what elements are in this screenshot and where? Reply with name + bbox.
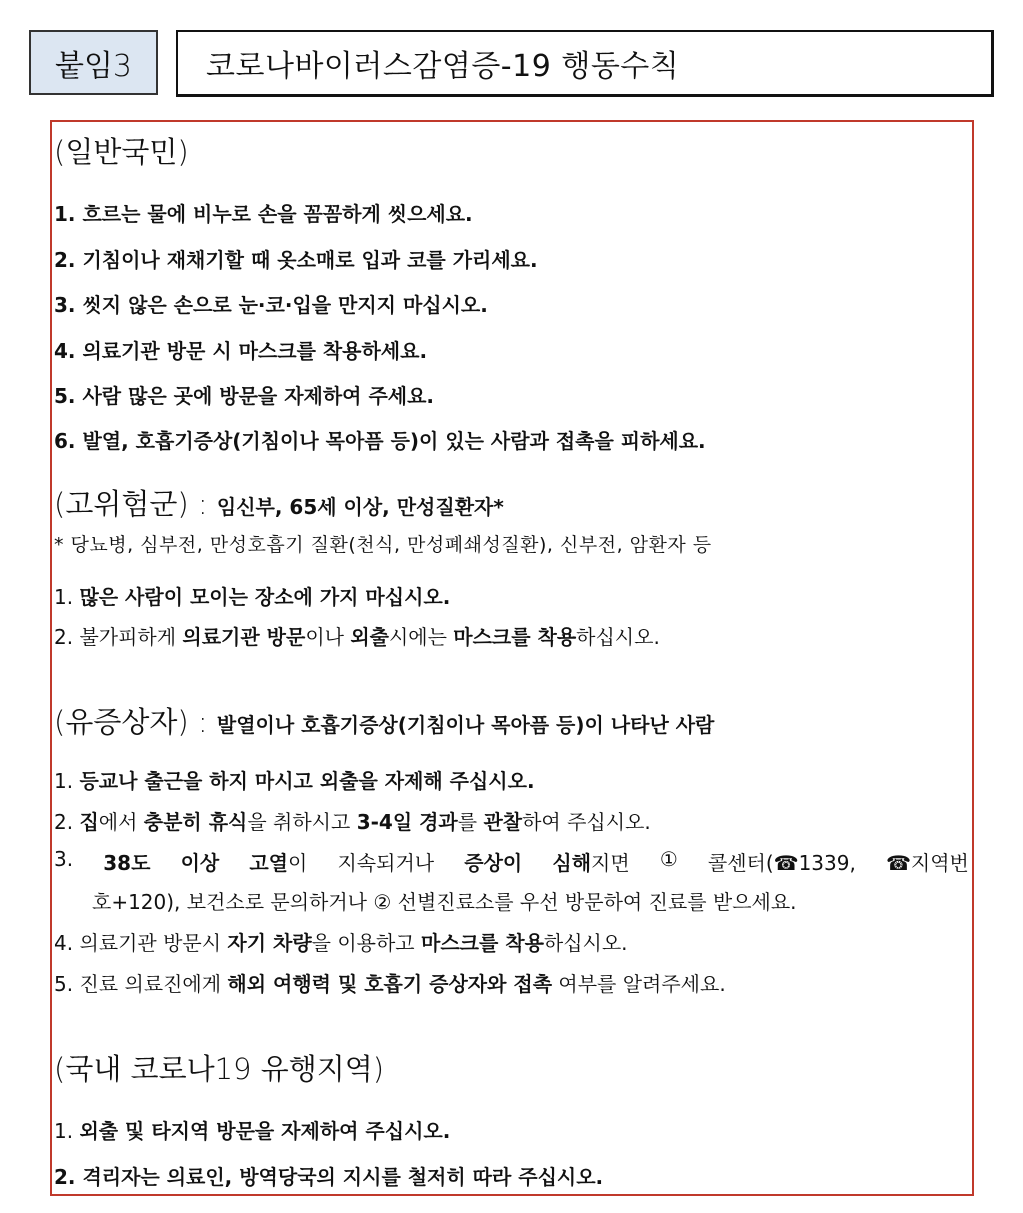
text-run (249, 847, 307, 876)
text-run: 불가피하게 (79, 625, 183, 649)
symptomatic-item-3-num: 3. (54, 847, 74, 871)
text-run (552, 847, 629, 876)
text-bold: 충분히 휴식 (143, 810, 248, 834)
symptomatic-subtitle: 발열이나 호흡기증상(기침이나 목아픔 등)이 나타난 사람 (216, 713, 715, 737)
text-run: 하여 주십시오. (522, 810, 651, 834)
symptomatic-item-1-text: 등교나 출근을 하지 마시고 외출을 자제해 주십시오. (79, 769, 535, 793)
highrisk-note: * 당뇨병, 심부전, 만성호흡기 질환(천식, 만성폐쇄성질환), 신부전, 암환자 등 (54, 534, 712, 556)
text-run: 하십시오. (576, 625, 660, 649)
text-run: 진료 의료진에게 (79, 972, 228, 996)
highrisk-heading: (고위험군) (54, 487, 189, 521)
highrisk-item-1-text: 많은 사람이 모이는 장소에 가지 마십시오. (79, 585, 451, 609)
symptomatic-item-4-num: 4. (54, 931, 80, 955)
highrisk-heading-line (54, 482, 504, 523)
symptomatic-item-4 (54, 927, 628, 956)
symptomatic-item-2 (54, 806, 651, 835)
general-item-5: 5. 사람 많은 곳에 방문을 자제하여 주세요. (54, 384, 435, 408)
symptomatic-colon: : (188, 705, 217, 739)
highrisk-item-2-num: 2. (54, 625, 80, 649)
page-title: 코로나바이러스감염증-19 행동수칙 (176, 30, 994, 97)
text-bold: 3-4일 경과 (356, 810, 458, 834)
text-bold: 이상 (180, 851, 220, 875)
text-run: 지속되거나 (337, 851, 435, 875)
symptomatic-item-3-line-1 (54, 847, 969, 876)
text-run: 시에는 (388, 625, 454, 649)
text-run: 하십시오. (543, 931, 628, 955)
text-run: ☎지역번 (886, 851, 969, 875)
text-run: 콜센터(☎1339, (707, 851, 856, 875)
text-bold: 심해 (552, 851, 592, 875)
epidemic-item-1-num: 1. (54, 1119, 80, 1143)
text-run: 를 (457, 810, 484, 834)
text-bold: 증상이 (464, 851, 523, 875)
text-run: 지면 (591, 851, 630, 875)
text-bold: 외출 (350, 625, 389, 649)
text-bold: 해외 여행력 및 호흡기 증상자와 접촉 (227, 972, 553, 996)
text-run: 이나 (305, 625, 351, 649)
text-run: 에서 (98, 810, 144, 834)
text-bold: 관찰 (483, 810, 523, 834)
general-item-1: 1. 흐르는 물에 비누로 손을 꼼꼼하게 씻으세요. (54, 202, 473, 226)
text-run: 의료기관 방문시 (79, 931, 228, 955)
text-bold: 마스크를 착용 (453, 625, 577, 649)
text-bold: 자기 차량 (227, 931, 312, 955)
content-box (50, 120, 974, 1196)
text-run: 을 이용하고 (311, 931, 421, 955)
highrisk-item-1 (54, 581, 450, 610)
epidemic-heading: (국내 코로나19 유행지역) (54, 1052, 385, 1086)
general-item-4: 4. 의료기관 방문 시 마스크를 착용하세요. (54, 339, 428, 363)
highrisk-item-2 (54, 621, 660, 650)
text-bold: 38도 (103, 851, 151, 875)
symptomatic-item-3-line-2: 호+120), 보건소로 문의하거나 ② 선별진료소를 우선 방문하여 진료를 받으세요. (92, 890, 797, 914)
symptomatic-item-1 (54, 765, 535, 794)
general-item-6: 6. 발열, 호흡기증상(기침이나 목아픔 등)이 있는 사람과 접촉을 피하세요. (54, 429, 706, 453)
text-bold: 마스크를 착용 (421, 931, 544, 955)
symptomatic-item-5 (54, 968, 726, 997)
general-item-3: 3. 씻지 않은 손으로 눈·코·입을 만지지 마십시오. (54, 293, 488, 317)
highrisk-item-1-num: 1. (54, 585, 80, 609)
symptomatic-heading-line (54, 700, 714, 741)
general-item-2: 2. 기침이나 재채기할 때 옷소매로 입과 코를 가리세요. (54, 248, 538, 272)
highrisk-subtitle: 임신부, 65세 이상, 만성질환자* (216, 495, 504, 519)
symptomatic-item-5-num: 5. (54, 972, 80, 996)
text-bold: 집 (79, 810, 99, 834)
epidemic-item-1-text: 외출 및 타지역 방문을 자제하여 주십시오. (79, 1119, 451, 1143)
epidemic-item-1 (54, 1115, 450, 1144)
epidemic-item-2: 2. 격리자는 의료인, 방역당국의 지시를 철저히 따라 주십시오. (54, 1165, 604, 1189)
symptomatic-heading: (유증상자) (54, 705, 189, 739)
highrisk-colon: : (188, 487, 217, 521)
general-heading: (일반국민) (54, 135, 189, 169)
symptomatic-item-1-num: 1. (54, 769, 80, 793)
text-run: 여부를 알려주세요. (552, 972, 726, 996)
text-run: 이 (288, 851, 308, 875)
text-bold: 의료기관 방문 (182, 625, 306, 649)
attachment-tag: 붙임3 (29, 30, 158, 95)
text-run: ① (659, 847, 678, 871)
text-bold: 고열 (249, 851, 288, 875)
text-run: 을 취하시고 (247, 810, 357, 834)
symptomatic-item-2-num: 2. (54, 810, 80, 834)
